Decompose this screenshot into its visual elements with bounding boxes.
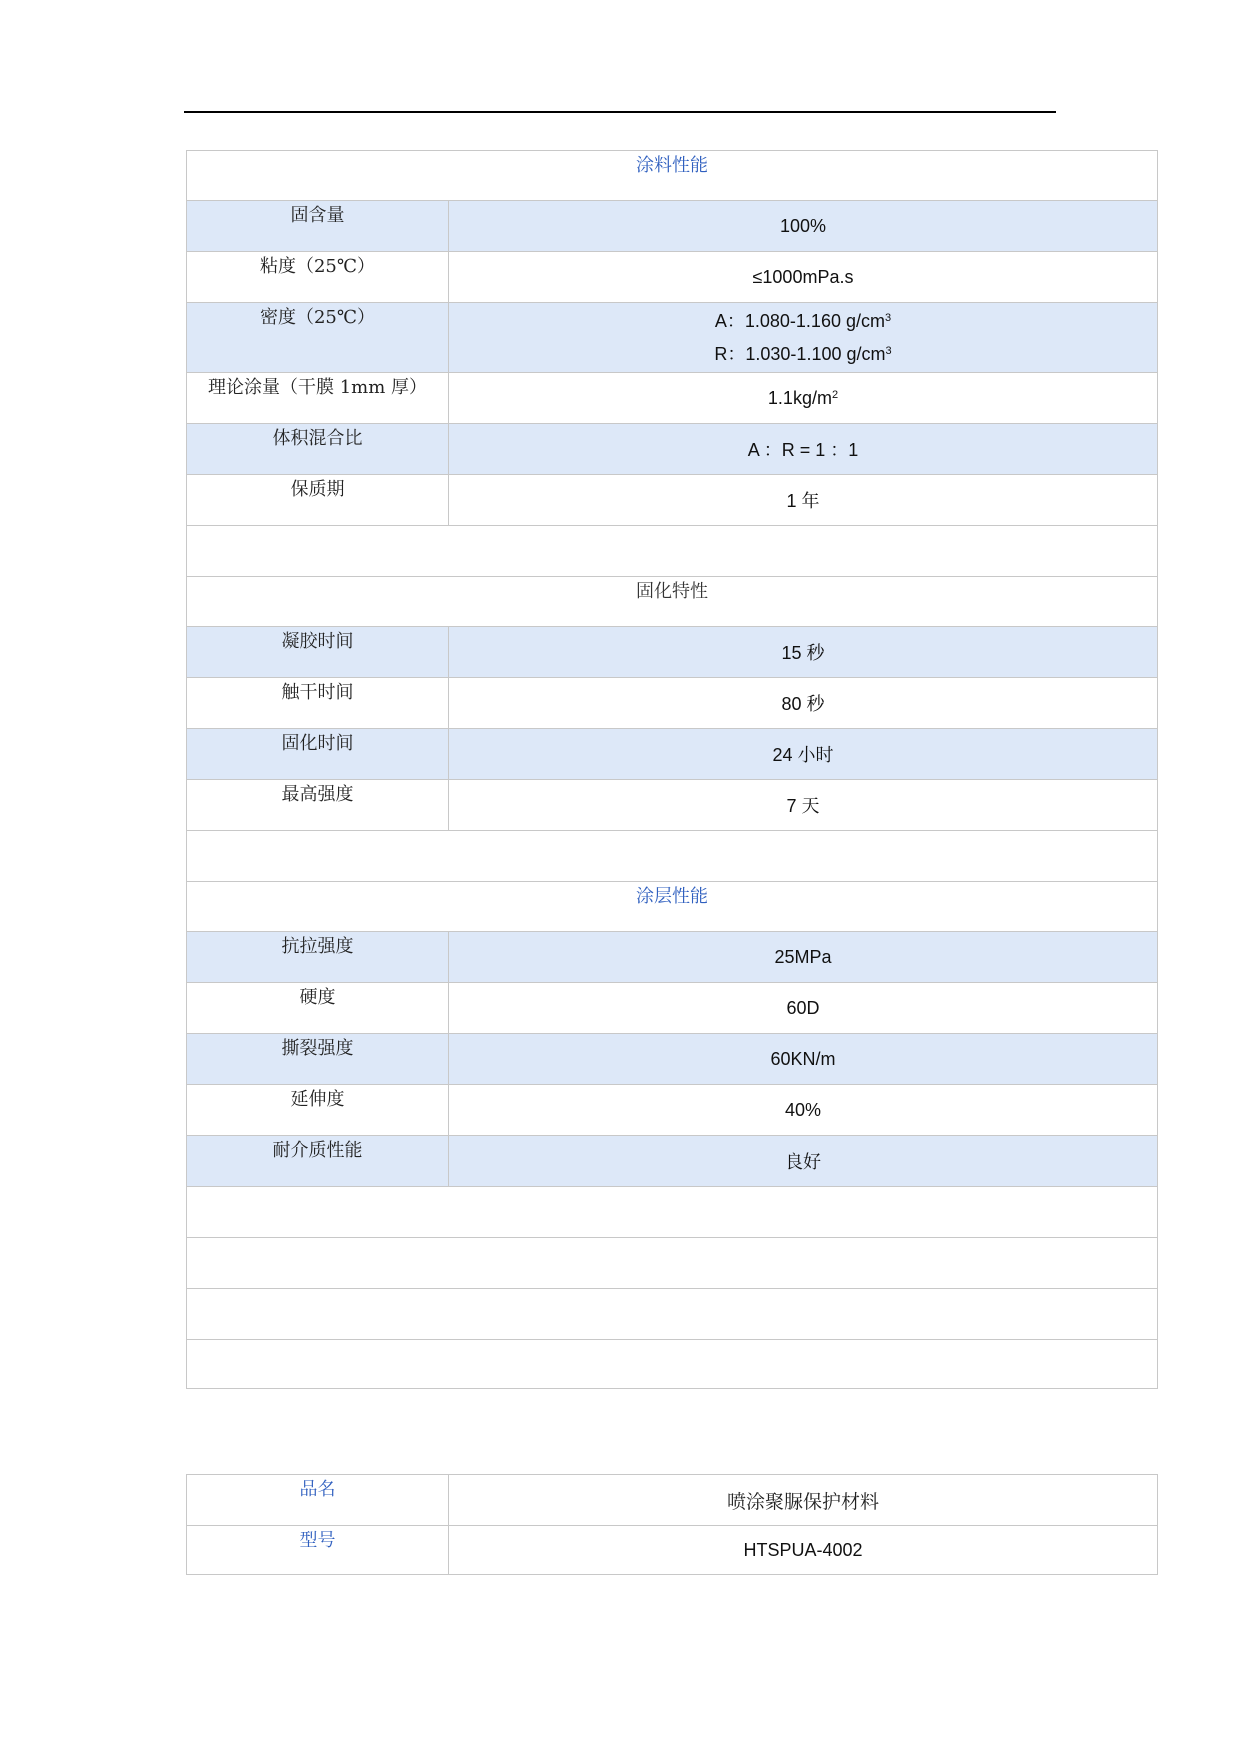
section-header-row bbox=[187, 577, 1158, 627]
section-header-row bbox=[187, 151, 1158, 201]
property-value: 60KN/m bbox=[449, 1034, 1158, 1085]
property-value: 1 年 bbox=[449, 475, 1158, 526]
header-rule bbox=[184, 111, 1056, 113]
property-label: 固化时间 bbox=[187, 729, 449, 780]
empty-cell bbox=[187, 1289, 1158, 1340]
table-row bbox=[187, 303, 1158, 373]
property-label: 密度（25℃） bbox=[187, 303, 449, 373]
product-model-label: 型号 bbox=[187, 1526, 449, 1575]
coverage-value: 1.1kg/m bbox=[767, 387, 832, 408]
density-r-superscript: 3 bbox=[885, 344, 892, 357]
spacer-row bbox=[187, 1340, 1158, 1389]
density-a-line bbox=[449, 305, 1157, 338]
property-value: 15 秒 bbox=[449, 627, 1158, 678]
table-row bbox=[187, 373, 1158, 424]
density-a-superscript: 3 bbox=[884, 311, 892, 324]
property-label: 撕裂强度 bbox=[187, 1034, 449, 1085]
density-r-value: R：1.030-1.100 g/cm bbox=[714, 343, 886, 364]
property-value: 40% bbox=[449, 1085, 1158, 1136]
table-row bbox=[187, 729, 1158, 780]
table-row bbox=[187, 252, 1158, 303]
property-value: 24 小时 bbox=[449, 729, 1158, 780]
film-section-title: 涂层性能 bbox=[187, 882, 1158, 932]
spacer-row bbox=[187, 831, 1158, 882]
product-model-row bbox=[187, 1526, 1158, 1575]
density-a-value: A：1.080-1.160 g/cm bbox=[714, 310, 885, 331]
table-row bbox=[187, 424, 1158, 475]
table-row bbox=[187, 1034, 1158, 1085]
coating-section-title: 涂料性能 bbox=[187, 151, 1158, 201]
property-label: 体积混合比 bbox=[187, 424, 449, 475]
product-name-value: 喷涂聚脲保护材料 bbox=[449, 1475, 1158, 1526]
table-row bbox=[187, 201, 1158, 252]
property-value: 100% bbox=[449, 201, 1158, 252]
table-row bbox=[187, 627, 1158, 678]
property-label: 耐介质性能 bbox=[187, 1136, 449, 1187]
section-header-row bbox=[187, 882, 1158, 932]
property-value: 良好 bbox=[449, 1136, 1158, 1187]
table-row bbox=[187, 1136, 1158, 1187]
curing-section-title: 固化特性 bbox=[187, 577, 1158, 627]
table-row bbox=[187, 780, 1158, 831]
empty-cell bbox=[187, 526, 1158, 577]
property-value: 7 天 bbox=[449, 780, 1158, 831]
property-label: 理论涂量（干膜 1mm 厚） bbox=[187, 373, 449, 424]
spacer-row bbox=[187, 1289, 1158, 1340]
property-label: 最高强度 bbox=[187, 780, 449, 831]
spacer-row bbox=[187, 1187, 1158, 1238]
property-value: A ：R = 1 ：1 bbox=[449, 424, 1158, 475]
property-label: 凝胶时间 bbox=[187, 627, 449, 678]
product-model-value: HTSPUA-4002 bbox=[449, 1526, 1158, 1575]
table-row bbox=[187, 983, 1158, 1034]
property-value: ≤1000mPa.s bbox=[449, 252, 1158, 303]
property-value: 25MPa bbox=[449, 932, 1158, 983]
property-label: 硬度 bbox=[187, 983, 449, 1034]
property-label: 粘度（25℃） bbox=[187, 252, 449, 303]
empty-cell bbox=[187, 1187, 1158, 1238]
empty-cell bbox=[187, 1238, 1158, 1289]
property-label: 固含量 bbox=[187, 201, 449, 252]
property-value: 80 秒 bbox=[449, 678, 1158, 729]
property-value bbox=[449, 303, 1158, 373]
property-label: 触干时间 bbox=[187, 678, 449, 729]
spacer-row bbox=[187, 526, 1158, 577]
product-name-row bbox=[187, 1475, 1158, 1526]
empty-cell bbox=[187, 1340, 1158, 1389]
spacer-row bbox=[187, 1238, 1158, 1289]
property-label: 抗拉强度 bbox=[187, 932, 449, 983]
table-row bbox=[187, 932, 1158, 983]
table-row bbox=[187, 475, 1158, 526]
empty-cell bbox=[187, 831, 1158, 882]
property-label: 延伸度 bbox=[187, 1085, 449, 1136]
table-row bbox=[187, 678, 1158, 729]
density-r-line bbox=[449, 338, 1157, 371]
property-label: 保质期 bbox=[187, 475, 449, 526]
table-row bbox=[187, 1085, 1158, 1136]
product-info-table bbox=[186, 1474, 1158, 1575]
product-name-label: 品名 bbox=[187, 1475, 449, 1526]
coverage-superscript: 2 bbox=[831, 388, 839, 401]
properties-table bbox=[186, 150, 1158, 1389]
property-value bbox=[449, 373, 1158, 424]
property-value: 60D bbox=[449, 983, 1158, 1034]
